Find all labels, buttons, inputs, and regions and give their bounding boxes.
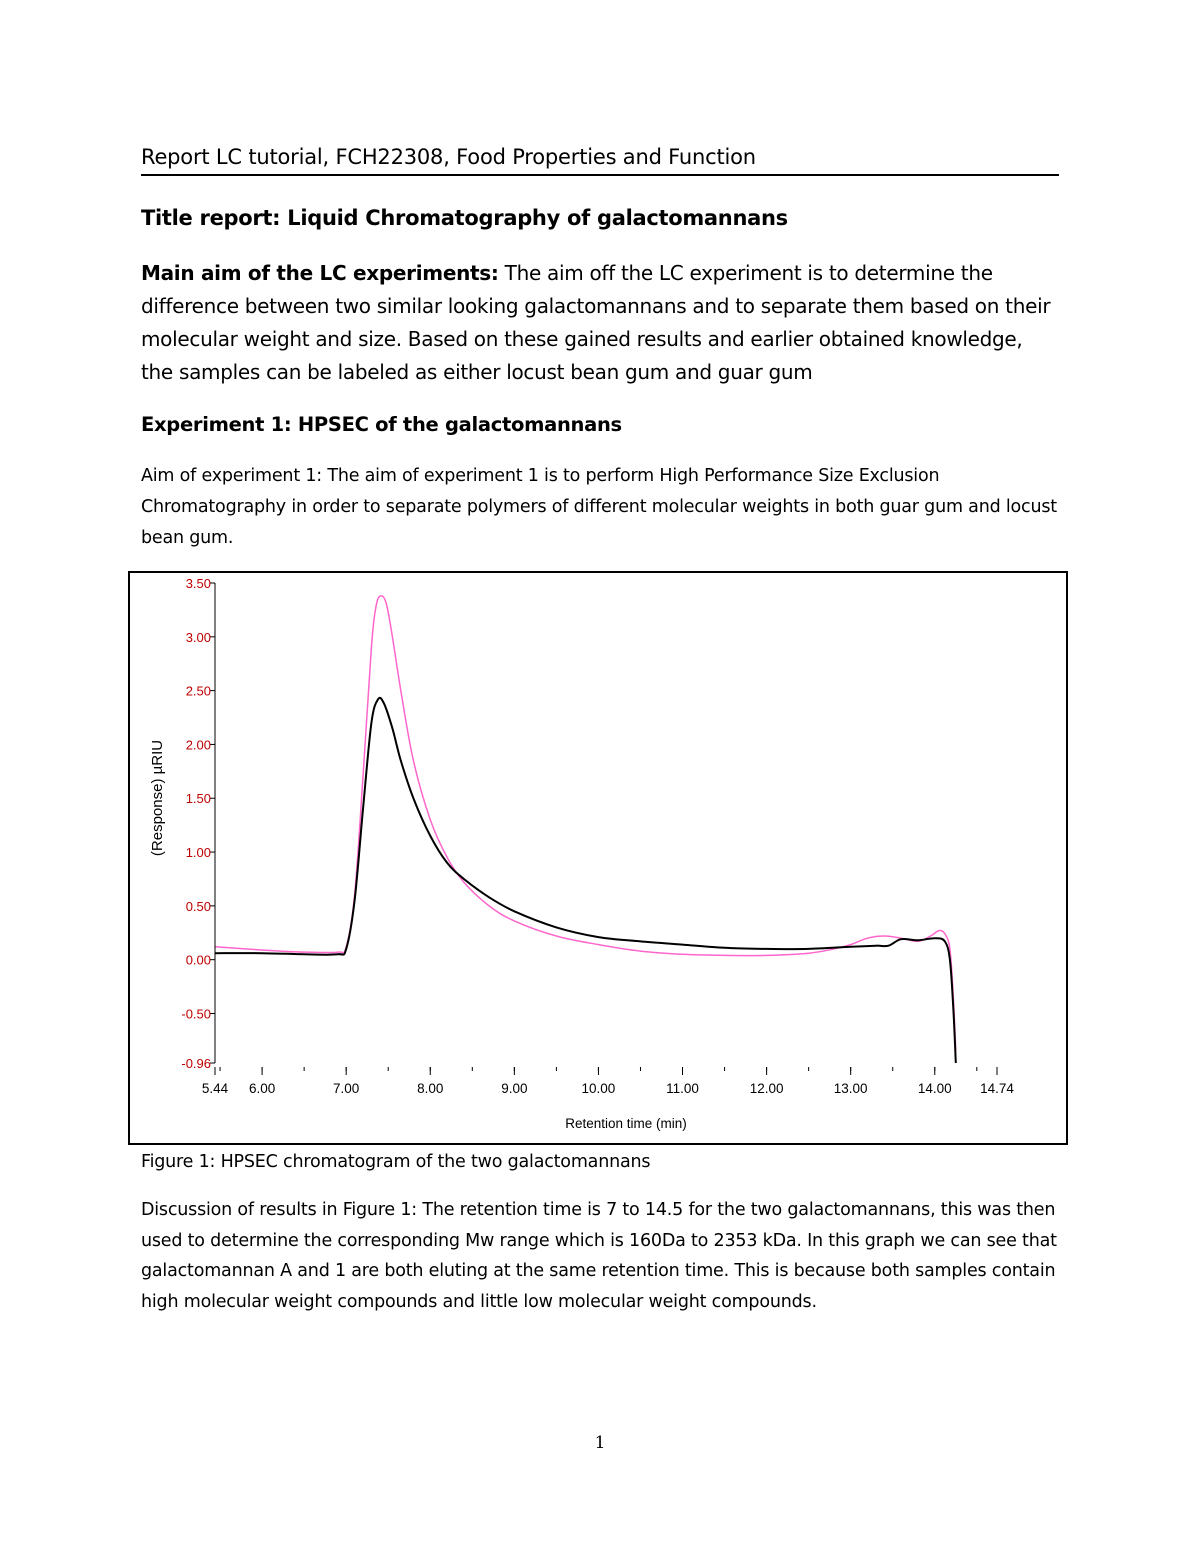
report-title: Title report: Liquid Chromatography of galactomannans — [141, 206, 788, 230]
main-aim-paragraph — [141, 257, 1059, 389]
y-tick-label: 1.50 — [185, 791, 211, 807]
y-tick-label: -0.50 — [181, 1006, 211, 1022]
x-axis-ticks — [202, 1067, 1015, 1096]
y-tick-label: 2.00 — [185, 737, 211, 753]
main-aim-label: Main aim of the LC experiments: — [141, 261, 499, 285]
report-header: Report LC tutorial, FCH22308, Food Properties and Function — [141, 142, 1059, 176]
series-line-2 — [215, 698, 956, 1063]
y-tick-label: 0.00 — [185, 952, 211, 968]
x-tick-label: 7.00 — [333, 1081, 360, 1096]
x-tick-label: 13.00 — [833, 1081, 868, 1096]
chromatogram-chart — [130, 573, 1066, 1143]
x-tick-label: 14.00 — [917, 1081, 952, 1096]
x-tick-label: 5.44 — [201, 1081, 229, 1096]
page-number: 1 — [594, 1433, 606, 1453]
y-axis-title: (Response) µRIU — [149, 739, 166, 857]
experiment1-aim-paragraph: Aim of experiment 1: The aim of experiment 1 is to perform High Performance Size Exclusion Chromatography in order to separate polymers of different molecular weights in both guar gum and locust bean gum. — [141, 466, 1057, 548]
series-line-1 — [215, 596, 956, 1051]
x-axis-title: Retention time (min) — [565, 1116, 687, 1131]
main-aim-text: The aim off the LC experiment is to determine the difference between two similar looking galactomannans and to separate them based on their molecular weight and size. Based on these gained results and earlier obtained knowledge, the samples can be labeled as either locust bean gum and guar gum — [141, 261, 1051, 384]
x-tick-label: 11.00 — [666, 1081, 699, 1096]
y-tick-label: 1.00 — [185, 845, 211, 861]
x-tick-label: 12.00 — [749, 1081, 784, 1096]
x-tick-label: 8.00 — [417, 1081, 444, 1096]
x-tick-label: 6.00 — [248, 1081, 276, 1096]
discussion-paragraph: Discussion of results in Figure 1: The retention time is 7 to 14.5 for the two galactomannans, this was then used to determine the corresponding Mw range which is 160Da to 2353 kDa. In this graph we can see that galactomannan A and 1 are both eluting at the same retention time. This is because both samples contain high molecular weight compounds and little low molecular weight compounds. — [141, 1200, 1057, 1312]
x-tick-label: 9.00 — [501, 1081, 528, 1096]
figure-1-chromatogram — [128, 571, 1068, 1145]
series-lines — [215, 596, 956, 1063]
experiment1-heading: Experiment 1: HPSEC of the galactomannans — [141, 413, 622, 436]
x-tick-label: 10.00 — [581, 1081, 616, 1096]
y-tick-label: 0.50 — [185, 898, 211, 914]
y-tick-label: 3.00 — [185, 629, 211, 645]
y-axis-ticks — [181, 576, 215, 1071]
y-tick-label: 2.50 — [185, 683, 211, 699]
x-tick-label: 14.74 — [980, 1081, 1014, 1096]
y-tick-label: -0.96 — [181, 1056, 211, 1071]
y-tick-label: 3.50 — [185, 576, 211, 591]
figure-caption: Figure 1: HPSEC chromatogram of the two galactomannans — [141, 1152, 651, 1172]
